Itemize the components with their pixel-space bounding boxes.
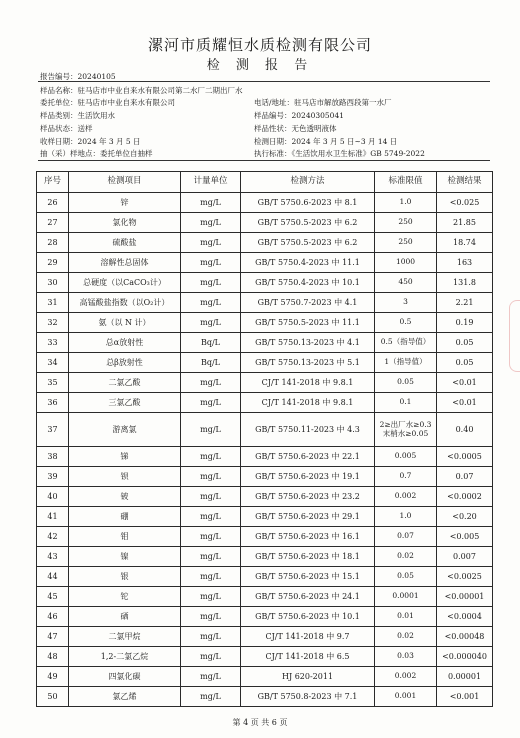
cell-result: 0.40 bbox=[437, 413, 493, 447]
cell-item: 溶解性总固体 bbox=[69, 253, 181, 273]
cell-no: 29 bbox=[37, 253, 69, 273]
cell-item: 四氯化碳 bbox=[69, 667, 181, 687]
cell-limit: 250 bbox=[375, 213, 437, 233]
cell-item: 三氯乙酸 bbox=[69, 393, 181, 413]
info-value: 驻马店市中业自来水有限公司 bbox=[77, 98, 175, 107]
cell-no: 38 bbox=[37, 447, 69, 467]
table-row bbox=[37, 627, 493, 647]
cell-limit: 1（指导值） bbox=[375, 353, 437, 373]
cell-unit: mg/L bbox=[181, 507, 241, 527]
cell-no: 34 bbox=[37, 353, 69, 373]
cell-no: 44 bbox=[37, 567, 69, 587]
info-label: 样品性状： bbox=[254, 124, 292, 133]
cell-result: 131.8 bbox=[437, 273, 493, 293]
cell-item: 总α放射性 bbox=[69, 333, 181, 353]
info-label: 执行标准： bbox=[254, 149, 292, 158]
info-value: 送样 bbox=[77, 124, 93, 133]
header-unit: 计量单位 bbox=[181, 172, 241, 193]
cell-limit: 250 bbox=[375, 233, 437, 253]
info-label: 样品编号： bbox=[254, 111, 292, 120]
cell-no: 45 bbox=[37, 587, 69, 607]
cell-limit: 1000 bbox=[375, 253, 437, 273]
cell-no: 50 bbox=[37, 687, 69, 707]
header-no: 序号 bbox=[37, 172, 69, 193]
cell-no: 46 bbox=[37, 607, 69, 627]
info-value: 委托单位自抽样 bbox=[100, 149, 153, 158]
cell-no: 48 bbox=[37, 647, 69, 667]
results-table bbox=[36, 171, 493, 707]
cell-result: 0.05 bbox=[437, 333, 493, 353]
cell-unit: mg/L bbox=[181, 393, 241, 413]
table-row bbox=[37, 547, 493, 567]
cell-unit: Bq/L bbox=[181, 353, 241, 373]
cell-unit: mg/L bbox=[181, 293, 241, 313]
cell-result: <0.20 bbox=[437, 507, 493, 527]
info-label: 样品状态： bbox=[40, 124, 78, 133]
cell-limit: 0.05 bbox=[375, 373, 437, 393]
table-row bbox=[37, 587, 493, 607]
cell-no: 49 bbox=[37, 667, 69, 687]
cell-unit: mg/L bbox=[181, 447, 241, 467]
table-row bbox=[37, 393, 493, 413]
cell-unit: mg/L bbox=[181, 233, 241, 253]
info-property bbox=[254, 123, 337, 134]
table-row bbox=[37, 527, 493, 547]
header-item: 检测项目 bbox=[69, 172, 181, 193]
cell-result: <0.01 bbox=[437, 373, 493, 393]
report-number-label: 报告编号： bbox=[40, 72, 78, 81]
cell-limit: 1.0 bbox=[375, 193, 437, 213]
cell-method: GB/T 5750.13-2023 中 5.1 bbox=[241, 353, 375, 373]
cell-result: 21.85 bbox=[437, 213, 493, 233]
cell-limit: 0.03 bbox=[375, 647, 437, 667]
cell-no: 27 bbox=[37, 213, 69, 233]
cell-no: 41 bbox=[37, 507, 69, 527]
cell-method: GB/T 5750.6-2023 中 23.2 bbox=[241, 487, 375, 507]
cell-result: <0.000040 bbox=[437, 647, 493, 667]
cell-unit: mg/L bbox=[181, 193, 241, 213]
header-result: 检测结果 bbox=[437, 172, 493, 193]
info-standard bbox=[254, 148, 425, 159]
table-row bbox=[37, 313, 493, 333]
cell-no: 36 bbox=[37, 393, 69, 413]
table-header-row bbox=[37, 172, 493, 193]
cell-method: GB/T 5750.6-2023 中 10.1 bbox=[241, 607, 375, 627]
cell-no: 28 bbox=[37, 233, 69, 253]
info-received bbox=[40, 136, 141, 147]
cell-no: 26 bbox=[37, 193, 69, 213]
cell-item: 总硬度（以CaCO₃计） bbox=[69, 273, 181, 293]
table-row bbox=[37, 373, 493, 393]
cell-method: GB/T 5750.6-2023 中 22.1 bbox=[241, 447, 375, 467]
cell-result: 0.19 bbox=[437, 313, 493, 333]
cell-method: GB/T 5750.4-2023 中 11.1 bbox=[241, 253, 375, 273]
cell-no: 33 bbox=[37, 333, 69, 353]
cell-item: 总β放射性 bbox=[69, 353, 181, 373]
info-value: 20240305041 bbox=[291, 111, 344, 120]
cell-unit: mg/L bbox=[181, 213, 241, 233]
header-limit: 标准限值 bbox=[375, 172, 437, 193]
cell-no: 39 bbox=[37, 467, 69, 487]
seal-edge-stamp bbox=[509, 300, 520, 372]
table-row bbox=[37, 467, 493, 487]
cell-unit: mg/L bbox=[181, 687, 241, 707]
cell-unit: mg/L bbox=[181, 253, 241, 273]
info-phone-address bbox=[254, 97, 392, 108]
cell-result: <0.0002 bbox=[437, 487, 493, 507]
cell-item: 二氯甲烷 bbox=[69, 627, 181, 647]
cell-item: 钼 bbox=[69, 527, 181, 547]
header-method: 检测方法 bbox=[241, 172, 375, 193]
table-row bbox=[37, 607, 493, 627]
table-row bbox=[37, 447, 493, 467]
cell-unit: mg/L bbox=[181, 587, 241, 607]
info-value: 生活饮用水 bbox=[77, 111, 115, 120]
cell-limit: 0.02 bbox=[375, 627, 437, 647]
info-test-date bbox=[254, 136, 397, 147]
cell-limit: 0.5（指导值） bbox=[375, 333, 437, 353]
cell-item: 1,2-二氯乙烷 bbox=[69, 647, 181, 667]
cell-item: 钡 bbox=[69, 467, 181, 487]
cell-limit: 0.002 bbox=[375, 487, 437, 507]
cell-result: 163 bbox=[437, 253, 493, 273]
cell-result: <0.00001 bbox=[437, 587, 493, 607]
table-row bbox=[37, 213, 493, 233]
cell-unit: mg/L bbox=[181, 373, 241, 393]
cell-item: 锌 bbox=[69, 193, 181, 213]
cell-unit: mg/L bbox=[181, 313, 241, 333]
cell-item: 铊 bbox=[69, 587, 181, 607]
table-row bbox=[37, 333, 493, 353]
info-sample-name bbox=[40, 85, 243, 96]
cell-result: <0.005 bbox=[437, 527, 493, 547]
report-number-value: 20240105 bbox=[77, 72, 116, 81]
cell-method: GB/T 5750.11-2023 中 4.3 bbox=[241, 413, 375, 447]
cell-method: GB/T 5750.5-2023 中 6.2 bbox=[241, 213, 375, 233]
cell-unit: mg/L bbox=[181, 413, 241, 447]
info-sampling bbox=[40, 148, 153, 159]
info-label: 抽（采）样地点： bbox=[40, 149, 100, 158]
cell-unit: Bq/L bbox=[181, 333, 241, 353]
cell-method: GB/T 5750.8-2023 中 7.1 bbox=[241, 687, 375, 707]
info-divider bbox=[38, 160, 490, 161]
cell-method: CJ/T 141-2018 中 9.7 bbox=[241, 627, 375, 647]
cell-item: 硒 bbox=[69, 607, 181, 627]
cell-limit: 0.1 bbox=[375, 393, 437, 413]
cell-result: 18.74 bbox=[437, 233, 493, 253]
cell-unit: mg/L bbox=[181, 667, 241, 687]
cell-method: GB/T 5750.4-2023 中 10.1 bbox=[241, 273, 375, 293]
info-state bbox=[40, 123, 93, 134]
header-divider bbox=[38, 81, 490, 82]
table-row bbox=[37, 647, 493, 667]
cell-method: GB/T 5750.6-2023 中 24.1 bbox=[241, 587, 375, 607]
cell-result: <0.00048 bbox=[437, 627, 493, 647]
cell-unit: mg/L bbox=[181, 627, 241, 647]
cell-result: <0.01 bbox=[437, 393, 493, 413]
cell-limit: 0.005 bbox=[375, 447, 437, 467]
cell-item: 镍 bbox=[69, 547, 181, 567]
cell-result: <0.025 bbox=[437, 193, 493, 213]
table-row bbox=[37, 353, 493, 373]
info-category bbox=[40, 110, 115, 121]
cell-method: GB/T 5750.6-2023 中 15.1 bbox=[241, 567, 375, 587]
cell-no: 35 bbox=[37, 373, 69, 393]
cell-no: 47 bbox=[37, 627, 69, 647]
results-body bbox=[37, 193, 493, 707]
info-label: 电话/地址： bbox=[254, 98, 295, 107]
cell-unit: mg/L bbox=[181, 527, 241, 547]
cell-method: GB/T 5750.6-2023 中 29.1 bbox=[241, 507, 375, 527]
cell-item: 氨（以 N 计） bbox=[69, 313, 181, 333]
cell-item: 硫酸盐 bbox=[69, 233, 181, 253]
cell-limit: 0.01 bbox=[375, 607, 437, 627]
cell-result: <0.001 bbox=[437, 687, 493, 707]
table-row bbox=[37, 413, 493, 447]
cell-item: 高锰酸盐指数（以O₂计） bbox=[69, 293, 181, 313]
cell-method: CJ/T 141-2018 中 9.8.1 bbox=[241, 373, 375, 393]
cell-unit: mg/L bbox=[181, 567, 241, 587]
cell-item: 铍 bbox=[69, 487, 181, 507]
cell-unit: mg/L bbox=[181, 273, 241, 293]
info-label: 收样日期： bbox=[40, 137, 78, 146]
cell-unit: mg/L bbox=[181, 487, 241, 507]
cell-limit: 450 bbox=[375, 273, 437, 293]
cell-unit: mg/L bbox=[181, 467, 241, 487]
info-label: 委托单位： bbox=[40, 98, 78, 107]
cell-no: 31 bbox=[37, 293, 69, 313]
info-value: 无色透明液体 bbox=[291, 124, 337, 133]
cell-no: 43 bbox=[37, 547, 69, 567]
cell-result: 0.07 bbox=[437, 467, 493, 487]
cell-result: 0.05 bbox=[437, 353, 493, 373]
cell-item: 游离氯 bbox=[69, 413, 181, 447]
organization-title: 漯河市质耀恒水质检测有限公司 bbox=[147, 36, 372, 54]
table-row bbox=[37, 667, 493, 687]
cell-unit: mg/L bbox=[181, 647, 241, 667]
cell-limit: 0.07 bbox=[375, 527, 437, 547]
cell-method: GB/T 5750.5-2023 中 11.1 bbox=[241, 313, 375, 333]
cell-limit: 0.05 bbox=[375, 567, 437, 587]
cell-limit: 0.7 bbox=[375, 467, 437, 487]
cell-method: GB/T 5750.5-2023 中 6.2 bbox=[241, 233, 375, 253]
cell-no: 30 bbox=[37, 273, 69, 293]
cell-no: 37 bbox=[37, 413, 69, 447]
info-client bbox=[40, 97, 175, 108]
cell-method: GB/T 5750.6-2023 中 8.1 bbox=[241, 193, 375, 213]
info-label: 样品类别： bbox=[40, 111, 78, 120]
cell-item: 锑 bbox=[69, 447, 181, 467]
cell-limit: 0.001 bbox=[375, 687, 437, 707]
info-value: 驻马店市中业自来水有限公司第二水厂二期出厂水 bbox=[77, 86, 243, 95]
cell-limit: 0.0001 bbox=[375, 587, 437, 607]
cell-result: <0.0005 bbox=[437, 447, 493, 467]
cell-result: 2.21 bbox=[437, 293, 493, 313]
cell-method: GB/T 5750.7-2023 中 4.1 bbox=[241, 293, 375, 313]
cell-no: 32 bbox=[37, 313, 69, 333]
cell-item: 二氯乙酸 bbox=[69, 373, 181, 393]
table-row bbox=[37, 507, 493, 527]
cell-method: HJ 620-2011 bbox=[241, 667, 375, 687]
table-row bbox=[37, 253, 493, 273]
cell-result: <0.0025 bbox=[437, 567, 493, 587]
table-row bbox=[37, 193, 493, 213]
cell-method: CJ/T 141-2018 中 6.5 bbox=[241, 647, 375, 667]
table-row bbox=[37, 687, 493, 707]
cell-unit: mg/L bbox=[181, 607, 241, 627]
cell-item: 硼 bbox=[69, 507, 181, 527]
info-sample-no bbox=[254, 110, 344, 121]
info-label: 样品名称： bbox=[40, 86, 78, 95]
cell-item: 氯化物 bbox=[69, 213, 181, 233]
cell-result: 0.007 bbox=[437, 547, 493, 567]
table-row bbox=[37, 567, 493, 587]
page-number: 第 4 页 共 6 页 bbox=[232, 718, 288, 727]
cell-limit: 0.5 bbox=[375, 313, 437, 333]
cell-method: GB/T 5750.6-2023 中 16.1 bbox=[241, 527, 375, 547]
cell-limit: 0.02 bbox=[375, 547, 437, 567]
cell-no: 40 bbox=[37, 487, 69, 507]
cell-result: 0.00001 bbox=[437, 667, 493, 687]
cell-limit: 0.002 bbox=[375, 667, 437, 687]
cell-method: GB/T 5750.6-2023 中 18.1 bbox=[241, 547, 375, 567]
cell-unit: mg/L bbox=[181, 547, 241, 567]
cell-limit: 2≥出厂水≥0.3 末梢水≥0.05 bbox=[375, 413, 437, 447]
table-row bbox=[37, 293, 493, 313]
table-row bbox=[37, 273, 493, 293]
cell-method: GB/T 5750.13-2023 中 4.1 bbox=[241, 333, 375, 353]
info-value: 2024 年 3 月 5 日 bbox=[77, 137, 141, 146]
table-row bbox=[37, 233, 493, 253]
cell-item: 银 bbox=[69, 567, 181, 587]
info-value: 驻马店市解放路西段第一水厂 bbox=[294, 98, 392, 107]
cell-method: CJ/T 141-2018 中 9.8.1 bbox=[241, 393, 375, 413]
cell-method: GB/T 5750.6-2023 中 19.1 bbox=[241, 467, 375, 487]
cell-limit: 3 bbox=[375, 293, 437, 313]
cell-no: 42 bbox=[37, 527, 69, 547]
info-value: 《生活饮用水卫生标准》GB 5749-2022 bbox=[291, 149, 425, 158]
info-label: 检测日期： bbox=[254, 137, 292, 146]
cell-item: 氯乙烯 bbox=[69, 687, 181, 707]
document-title: 检 测 报 告 bbox=[206, 58, 314, 73]
info-value: 2024 年 3 月 5 日~3 月 14 日 bbox=[291, 137, 398, 146]
table-row bbox=[37, 487, 493, 507]
cell-result: <0.0004 bbox=[437, 607, 493, 627]
cell-limit: 1.0 bbox=[375, 507, 437, 527]
